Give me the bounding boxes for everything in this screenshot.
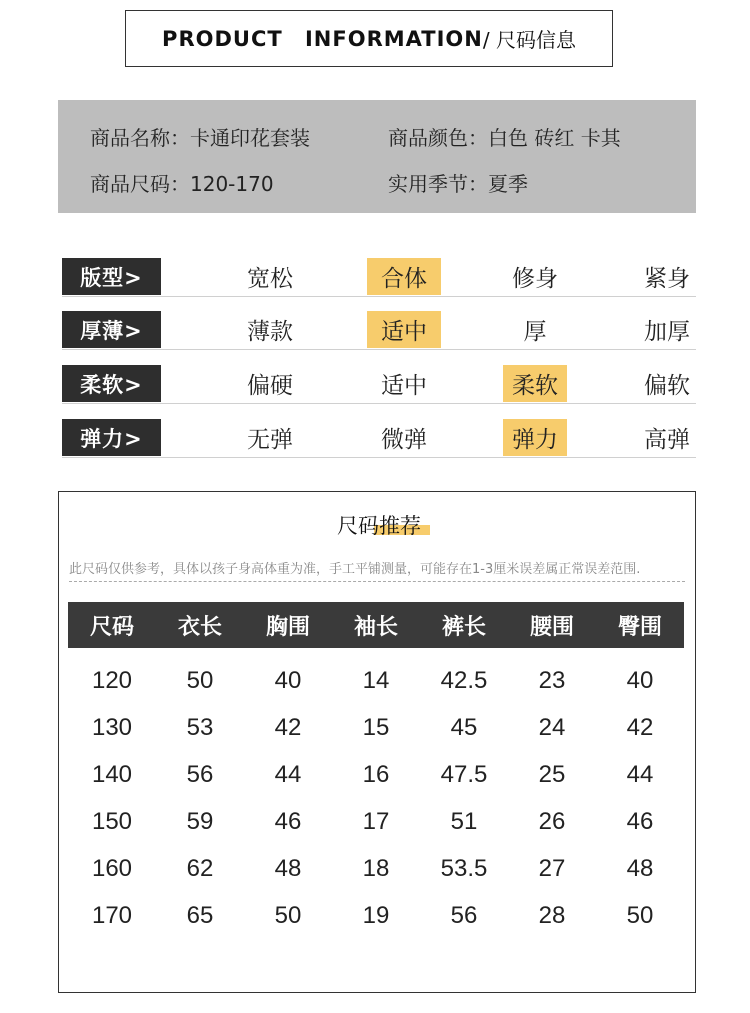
info-season-label: 实用季节： [388, 172, 488, 196]
attribute-option: 高弹 [644, 427, 690, 453]
attribute-option: 适中 [381, 373, 427, 399]
table-cell: 26 [538, 807, 566, 835]
attribute-label: 版型> [62, 258, 161, 295]
table-cell: 18 [362, 854, 390, 882]
table-cell: 59 [186, 807, 214, 835]
table-row [68, 845, 684, 892]
table-cell: 44 [626, 760, 654, 788]
attribute-option: 宽松 [247, 266, 293, 292]
attribute-option: 偏软 [644, 373, 690, 399]
title-english: PRODUCT INFORMATION [162, 26, 483, 51]
table-cell: 51 [450, 807, 478, 835]
attribute-option-selected: 弹力 [503, 419, 567, 456]
table-cell: 47.5 [440, 760, 488, 788]
attribute-option-selected: 柔软 [503, 365, 567, 402]
info-season-value: 夏季 [488, 172, 528, 196]
table-cell: 50 [626, 901, 654, 929]
info-color-label: 商品颜色： [388, 126, 488, 150]
attribute-row [62, 258, 696, 297]
table-cell: 46 [274, 807, 302, 835]
info-color-value: 白色 砖红 卡其 [488, 126, 621, 150]
size-note: 此尺码仅供参考，具体以孩子身高体重为准，手工平铺测量，可能存在1-3厘米误差属正常误差范围. [69, 562, 641, 577]
table-header-cell: 裤长 [441, 614, 486, 640]
table-cell: 56 [186, 760, 214, 788]
table-row [68, 704, 684, 751]
size-table-body [68, 657, 684, 939]
size-recommendation-panel [58, 491, 696, 993]
table-header-cell: 腰围 [529, 614, 574, 640]
size-table-header [68, 602, 684, 648]
table-cell: 24 [538, 713, 566, 741]
attribute-row [62, 419, 696, 458]
table-cell: 50 [274, 901, 302, 929]
table-cell: 120 [91, 666, 133, 694]
table-cell: 50 [186, 666, 214, 694]
table-cell: 53.5 [440, 854, 488, 882]
attribute-option: 微弹 [381, 427, 427, 453]
table-cell: 150 [91, 807, 133, 835]
table-cell: 27 [538, 854, 566, 882]
attribute-option-selected: 合体 [367, 258, 441, 295]
table-row [68, 892, 684, 939]
table-cell: 23 [538, 666, 566, 694]
table-cell: 48 [626, 854, 654, 882]
attribute-option: 厚 [523, 319, 547, 345]
product-info-panel [58, 100, 696, 213]
table-cell: 62 [186, 854, 214, 882]
attribute-option-selected: 适中 [367, 311, 441, 348]
info-name-label: 商品名称： [90, 126, 190, 150]
table-cell: 15 [362, 713, 390, 741]
table-cell: 14 [362, 666, 390, 694]
table-cell: 40 [626, 666, 654, 694]
attribute-option: 修身 [512, 266, 558, 292]
table-cell: 45 [450, 713, 478, 741]
attribute-label: 柔软> [62, 365, 161, 402]
title-chinese: / 尺码信息 [482, 28, 576, 52]
info-size-label: 商品尺码： [90, 172, 190, 196]
table-header-cell: 胸围 [265, 614, 310, 640]
table-cell: 56 [450, 901, 478, 929]
table-cell: 17 [362, 807, 390, 835]
table-cell: 160 [91, 854, 133, 882]
table-cell: 25 [538, 760, 566, 788]
size-table-title: 尺码推荐 [337, 514, 421, 538]
info-name [90, 122, 310, 151]
table-cell: 48 [274, 854, 302, 882]
attribute-option: 薄款 [247, 319, 293, 345]
attribute-option: 加厚 [644, 319, 690, 345]
attribute-label: 弹力> [62, 419, 161, 456]
info-size [90, 168, 274, 197]
table-cell: 53 [186, 713, 214, 741]
attribute-option: 偏硬 [247, 373, 293, 399]
table-cell: 42.5 [440, 666, 488, 694]
info-season [388, 168, 528, 197]
info-name-value: 卡通印花套装 [190, 126, 310, 150]
table-cell: 130 [91, 713, 133, 741]
table-row [68, 798, 684, 845]
table-cell: 46 [626, 807, 654, 835]
table-header-cell: 衣长 [177, 614, 222, 640]
table-cell: 42 [274, 713, 302, 741]
info-size-value: 120-170 [190, 172, 274, 196]
table-header-cell: 臀围 [617, 614, 662, 640]
attribute-row [62, 365, 696, 404]
attribute-option: 无弹 [247, 427, 293, 453]
table-cell: 28 [538, 901, 566, 929]
attribute-row [62, 311, 696, 350]
table-header-cell: 袖长 [353, 614, 398, 640]
table-cell: 170 [91, 901, 133, 929]
table-cell: 40 [274, 666, 302, 694]
attribute-option: 紧身 [644, 266, 690, 292]
table-cell: 16 [362, 760, 390, 788]
table-cell: 65 [186, 901, 214, 929]
table-cell: 42 [626, 713, 654, 741]
table-cell: 19 [362, 901, 390, 929]
table-row [68, 751, 684, 798]
table-row [68, 657, 684, 704]
info-color [388, 122, 621, 151]
table-cell: 44 [274, 760, 302, 788]
table-header-cell: 尺码 [89, 614, 134, 640]
table-cell: 140 [91, 760, 133, 788]
divider [69, 581, 685, 582]
attribute-label: 厚薄> [62, 311, 161, 348]
section-title-box [125, 10, 613, 67]
